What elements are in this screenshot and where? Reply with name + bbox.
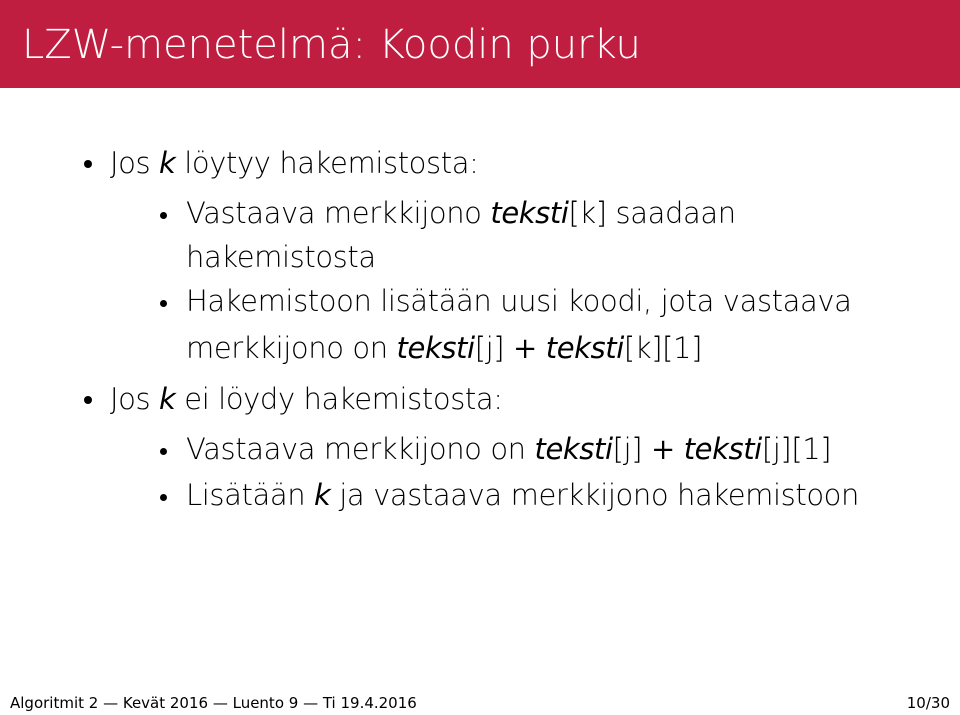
- sub-bullet-1-2-line-2: [186, 331, 702, 365]
- bullet-1-text: [110, 146, 478, 180]
- bullet-2-var: k: [159, 382, 176, 416]
- plus-sign: +: [642, 432, 684, 466]
- expr-teksti: teksti: [396, 331, 475, 365]
- text-span: merkkijono on: [186, 331, 397, 365]
- slide-title: LZW-menetelmä: Koodin purku: [22, 22, 641, 68]
- expr-index: [j][1]: [761, 432, 832, 466]
- text-span: Vastaava merkkijono on: [186, 432, 535, 466]
- text-span: Vastaava merkkijono: [186, 196, 491, 230]
- bullet-1-post: löytyy hakemistosta:: [175, 146, 479, 180]
- expr-index: [j]: [612, 432, 643, 466]
- sub-bullet-1-1-line-2: hakemistosta: [186, 240, 376, 274]
- sub-bullet-1-2-line-1: Hakemistoon lisätään uusi koodi, jota vastaava: [186, 284, 852, 318]
- bullet-2-post: ei löydy hakemistosta:: [175, 382, 503, 416]
- footer-course-info: Algoritmit 2 — Kevät 2016 — Luento 9 — Ti 19.4.2016: [10, 694, 417, 712]
- text-span: ja vastaava merkkijono hakemistoon: [330, 478, 859, 512]
- expr-teksti: teksti: [545, 331, 624, 365]
- sub-bullet-icon: [160, 300, 167, 307]
- plus-sign: +: [504, 331, 546, 365]
- title-bar: [0, 0, 960, 88]
- sub-bullet-icon: [160, 212, 167, 219]
- bullet-1-pre: Jos: [110, 146, 160, 180]
- sub-bullet-icon: [160, 448, 167, 455]
- text-span: saadaan: [606, 196, 736, 230]
- bullet-1-var: k: [159, 146, 176, 180]
- footer: [0, 690, 960, 715]
- page-number: 10/30: [906, 694, 950, 712]
- expr-index: [k][1]: [623, 331, 703, 365]
- text-span: Lisätään: [186, 478, 315, 512]
- expr-index: [j]: [474, 331, 505, 365]
- bullet-icon: [84, 396, 92, 404]
- var-k: k: [314, 478, 331, 512]
- expr-teksti: teksti: [534, 432, 613, 466]
- bullet-icon: [84, 160, 92, 168]
- bullet-2-pre: Jos: [110, 382, 160, 416]
- sub-bullet-2-1: [186, 432, 831, 466]
- expr-teksti: teksti: [683, 432, 762, 466]
- sub-bullet-2-2: [186, 478, 859, 512]
- expr-index: [k]: [568, 196, 607, 230]
- expr-teksti: teksti: [490, 196, 569, 230]
- bullet-2-text: [110, 382, 503, 416]
- sub-bullet-icon: [160, 494, 167, 501]
- sub-bullet-1-1-line-1: [186, 196, 736, 230]
